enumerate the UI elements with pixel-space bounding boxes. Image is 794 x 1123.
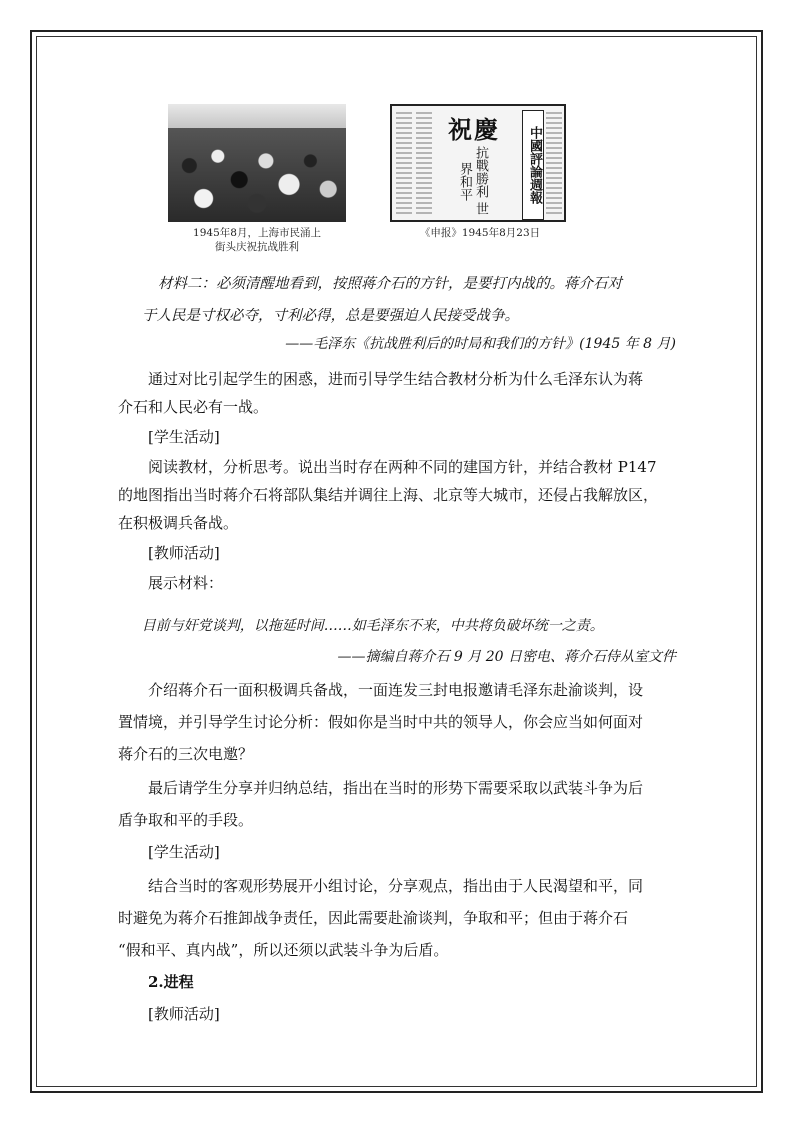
show-material-label: 展示材料： [148,574,224,592]
student-activity-heading: [学生活动] [148,843,220,861]
newspaper-headline: 抗戰勝利 世界和平 [457,146,488,216]
body-text: 通过对比引起学生的困惑，进而引导学生结合教材分析为什么毛泽东认为蒋 介石和人民必有一战。 [学生活动] 阅读教材，分析思考。说出当时存在两种不同的建国方针，并结合教材 P147 的地图指出当时蒋介石将部队集结并调往上海、北京等大城市，还侵占我解放区， 在积极调兵备战。 [教师活动] 展示材料： [118,365,678,597]
figure-caption: 1945年8月，上海市民涌上 街头庆祝抗战胜利 [193,227,321,253]
body-text-2: 介绍蒋介石一面积极调兵备战，一面连发三封电报邀请毛泽东赴渝谈判，设 置情境，并引导学生讨论分析：假如你是当时中共的领导人，你会应当如何面对 蒋介石的三次电邀？ 最后请学生分享并归纳总结，指出在当时的形势下需要采取以武装斗争为后 盾争取和平的手段。 [学生活动] 结合当时的客观形势展开小组讨论，分享观点，指出由于人民渴望和平，同 时避免为蒋介石推卸战争责任，因此需要赴渝谈判，争取和平；但由于蒋介石 “假和平、真内战”，所以还须以武装斗争为后盾。 2.进程 [教师活动] [118,676,678,1028]
figure-caption: 《申报》1945年8月23日 [419,227,541,239]
paragraph: 通过对比引起学生的困惑，进而引导学生结合教材分析为什么毛泽东认为蒋 [148,370,644,388]
figure-shanghai-celebration [168,104,346,254]
quote-2: 目前与奸党谈判，以拖延时间……如毛泽东不来，中共将负破坏统一之责。 [141,618,604,634]
quote-2-source: ——摘编自蒋介石 9 月 20 日密电、蒋介石侍从室文件 [337,649,676,665]
newspaper-title: 中國評論週報 [522,110,544,220]
paragraph: 结合当时的客观形势展开小组讨论，分享观点，指出由于人民渴望和平，同 [148,877,644,895]
student-activity-heading: [学生活动] [148,428,220,446]
material-2-quote: 材料二：必须清醒地看到，按照蒋介石的方针，是要打内战的。蒋介石对 于人民是寸权必夺，寸利必得，总是要强迫人民接受战争。 [142,276,622,324]
paragraph: 阅读教材，分析思考。说出当时存在两种不同的建国方针，并结合教材 P147 [148,458,657,476]
figure-shenbao-newspaper [390,104,570,240]
paragraph: 介绍蒋介石一面积极调兵备战，一面连发三封电报邀请毛泽东赴渝谈判，设 [148,681,644,699]
section-heading: 2.进程 [148,973,194,991]
newspaper-masthead: 祝慶 [448,115,500,144]
paragraph: 最后请学生分享并归纳总结，指出在当时的形势下需要采取以武装斗争为后 [148,779,644,797]
figures-row [0,104,794,254]
material-2-source: ——毛泽东《抗战胜利后的时局和我们的方针》(1945 年 8 月) [285,336,676,352]
crowd-photo [168,104,346,222]
teacher-activity-heading: [教师活动] [148,544,220,562]
teacher-activity-heading: [教师活动] [148,1005,220,1023]
newspaper-image [390,104,566,222]
